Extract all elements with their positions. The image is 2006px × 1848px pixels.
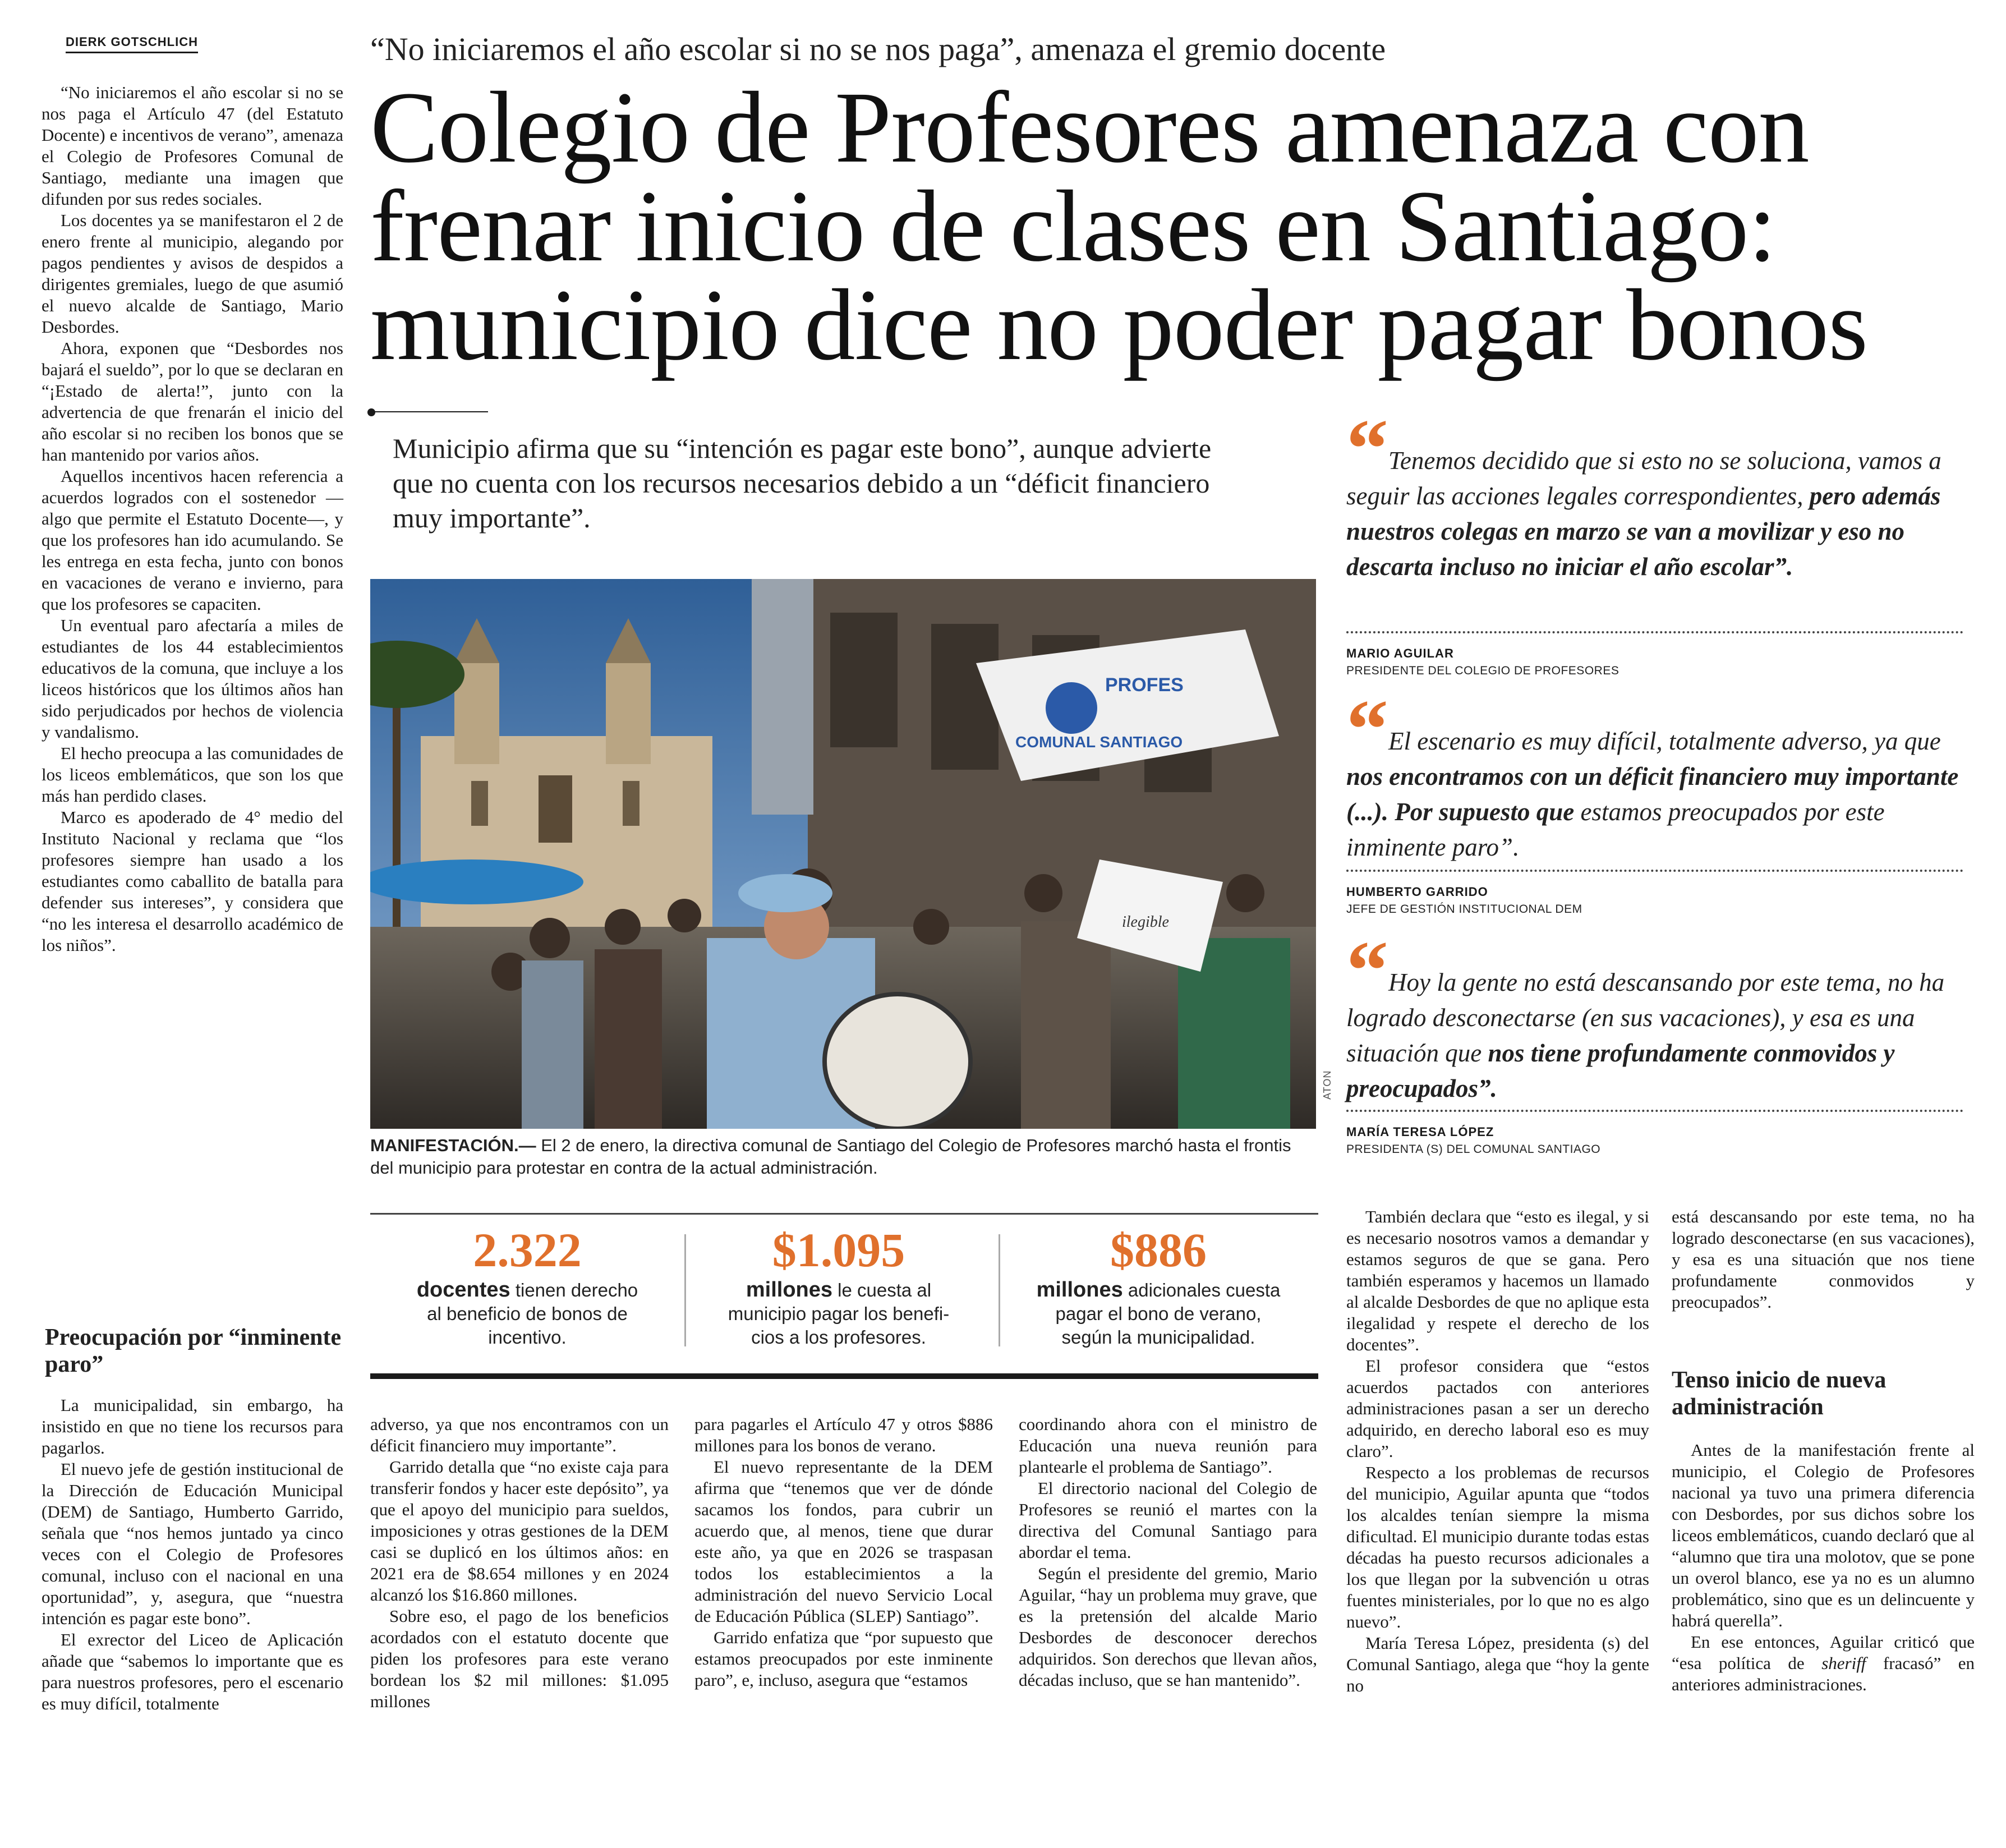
flag-text: PROFES [1105,674,1184,696]
paragraph-text: En ese entonces, Aguilar criticó que “esa política de [1672,1632,1975,1673]
stat-bold: docentes [416,1278,510,1302]
paragraph: El nuevo representante de la DEM afirma que “tenemos que ver de dónde sacamos los fondos, para cubrir un acuerdo que, al menos, tiene que durar este año, ya que en 2026 se traspasan todos los establecimientos a la administración del nuevo Servicio Local de Educación Pública (SLEP) Santiago”. [694,1457,993,1626]
headline-line-2: frenar inicio de clases en Santiago: [370,170,1776,283]
paragraph-text: fracasó” en anteriores administraciones. [1672,1653,1975,1694]
column-5 [1346,1206,1649,1697]
quote-mark-icon: “ [1346,924,1381,1017]
column-3 [694,1414,993,1691]
quote-bold: nos encontramos con un déficit financiero muy importante (...). Por supuesto que [1346,762,1959,826]
stat-value: 2.322 [473,1223,582,1277]
paragraph: El hecho preocupa a las comunidades de los liceos emblemáticos, que son los que más han perdido clases. [42,743,343,806]
photo-caption [370,1134,1318,1179]
stat-divider [999,1234,1000,1346]
caption-text: El 2 de enero, la directiva comunal de Santiago del Colegio de Profesores marchó hasta el frontis del municipio para protestar en contra de la actual administración. [370,1136,1291,1178]
stat-line: incentivo. [488,1327,567,1348]
headline-line-3: municipio dice no poder pagar bonos [370,269,1868,381]
paragraph: está descansando por este tema, no ha logrado desconectarse (en sus vacaciones), y esa es una situación que nos tiene profundamente conmovidos y preocupados”. [1672,1207,1975,1312]
stat-line: según la municipalidad. [1061,1327,1255,1348]
quote-text: El escenario es muy difícil, totalmente adverso, ya que [1388,727,1941,755]
quote-aguilar [1346,402,1963,585]
paragraph: Marco es apoderado de 4° medio del Instituto Nacional y reclama que “los profesores siempre han usado a los estudiantes como caballito de batalla para defender sus intereses”, y considera que “no les interesa el desarrollo académico de los niños”. [42,807,343,955]
subhead-inminente-paro: Preocupación por “inminente paro” [45,1325,342,1377]
stat-line: cios a los profesores. [751,1327,926,1348]
stat-bold: millones [746,1278,833,1302]
quote-text: estamos preocupados por este inminente paro [1346,798,1885,861]
paragraph: María Teresa López, presidenta (s) del Comunal Santiago, alega que “hoy la gente no [1346,1633,1649,1695]
stat-divider [684,1234,686,1346]
paragraph: El directorio nacional del Colegio de Profesores se reunió el martes con la directiva del Comunal Santiago para abordar el tema. [1019,1478,1317,1562]
quote-garrido [1346,683,1963,865]
deck: Municipio afirma que su “intención es pagar este bono”, aunque advierte que no cuenta con los recursos necesarios debido a un “déficit financiero muy importante”. [393,433,1212,534]
deck-bullet-icon [367,408,375,416]
subhead-tenso-inicio: Tenso inicio de nueva administración [1672,1367,1887,1420]
quote-author-role: JEFE DE GESTIÓN INSTITUCIONAL DEM [1346,903,1582,916]
byline: DIERK GOTSCHLICH [66,35,198,53]
photo-credit: ATON [1322,1070,1333,1100]
stat-line: tienen derecho [510,1280,638,1300]
column-left-continued [42,1395,343,1714]
quote-author-name: MARÍA TERESA LÓPEZ [1346,1125,1494,1139]
quote-lopez [1346,924,1963,1106]
kicker: “No iniciaremos el año escolar si no se nos paga”, amenaza el gremio docente [370,31,1386,67]
protest-sign: ilegible [1122,913,1169,931]
stat-bold: millones [1036,1278,1123,1302]
quote-rule [1346,870,1963,872]
caption-label: MANIFESTACIÓN.— [370,1136,536,1155]
quote-end: ”. [1499,833,1520,861]
paragraph: coordinando ahora con el ministro de Educación una nueva reunión para plantearle el problema de Santiago”. [1019,1414,1317,1477]
stat-line: adicionales cuesta [1122,1280,1281,1300]
quote-text: Hoy la gente no está descansando por este tema, no ha logrado desconectarse (en sus vacaciones), y esa es una situación que [1346,968,1945,1067]
paragraph: Ahora, exponen que “Desbordes nos bajará el sueldo”, por lo que se declaran en “¡Estado de alerta!”, junto con la advertencia de que frenarán el inicio del año escolar si no reciben los bonos que se han mantenido por varios años. [42,338,343,465]
quote-author-name: MARIO AGUILAR [1346,646,1454,660]
paragraph: Aquellos incentivos hacen referencia a acuerdos logrados con el sostenedor —algo que permite el Estatuto Docente—, y que los profesores han ido acumulando. Se les entrega en esta fecha, junto con bonos en vacaciones de verano e invierno, para que los profesores se capaciten. [42,466,343,614]
protest-photo [370,579,1316,1129]
paragraph: “No iniciaremos el año escolar si no se nos paga el Artículo 47 (del Estatuto Docente) e incentivos de verano”, amenaza el Colegio de Profesores Comunal de Santiago, mediante una imagen que difunden por sus redes sociales. [42,82,343,209]
stats-bottom-rule [370,1373,1318,1379]
column-6-continued [1672,1440,1975,1695]
paragraph: Garrido enfatiza que “por supuesto que estamos preocupados por este inminente paro”, e, incluso, asegura que “estamos [694,1628,993,1690]
paragraph-italic: sheriff [1821,1653,1866,1673]
paragraph [1672,1631,1975,1695]
stat-docentes [379,1222,676,1349]
paragraph: El profesor considera que “estos acuerdos pactados con anteriores administraciones pasan a ser un derecho adquirido, en derecho laboral eso es muy claro”. [1346,1356,1649,1461]
paragraph: para pagarles el Artículo 47 y otros $886 millones para los bonos de verano. [694,1414,993,1455]
stat-line: municipio pagar los benefi- [728,1303,950,1324]
column-left [42,82,343,956]
quote-author-role: PRESIDENTE DEL COLEGIO DE PROFESORES [1346,664,1619,677]
paragraph: Garrido detalla que “no existe caja para transferir fondos y hacer este depósito”, ya que el apoyo del municipio para sueldos, imposiciones y otras gestiones de la DEM casi se duplicó en los últimos años: en 2021 era de $8.654 millones y en 2024 alcanzó los $16.860 millones. [370,1457,669,1605]
paragraph: Un eventual paro afectaría a miles de estudiantes de los 44 establecimientos educativos de la comuna, que incluye a los liceos históricos que los últimos años han sido perjudicados por hechos de violencia y vandalismo. [42,615,343,742]
paragraph: Los docentes ya se manifestaron el 2 de enero frente al municipio, alegando por pagos pendientes y avisos de despidos a dirigentes gremiales, luego de que asumió el nuevo alcalde de Santiago, Mario Desbordes. [42,210,343,337]
quote-mark-icon: “ [1346,402,1381,495]
paragraph: adverso, ya que nos encontramos con un déficit financiero muy importante”. [370,1414,669,1455]
quote-bold: pero además nuestros colegas en marzo se van a movilizar y eso no descarta incluso no iniciar el año escolar [1346,482,1941,581]
stat-line: al beneficio de bonos de [427,1303,628,1324]
column-4 [1019,1414,1317,1691]
paragraph: También declara que “esto es ilegal, y si es necesario nosotros vamos a demandar y estamos seguros de que se gana. Pero también esperamos y hacemos un llamado al alcalde Desbordes de que no aplique esta ilegalidad y respete el derecho de los docentes”. [1346,1207,1649,1354]
headline [370,71,1975,381]
svg-text:COMUNAL SANTIAGO: COMUNAL SANTIAGO [1015,733,1183,751]
protest-photo-illustration [370,579,1316,1129]
stat-value: $886 [1110,1223,1207,1277]
quote-end: ”. [1774,553,1793,581]
column-2 [370,1414,669,1712]
paragraph: Según el presidente del gremio, Mario Aguilar, “hay un problema muy grave, que es la pretensión del alcalde Mario Desbordes de desconocer derechos adquiridos. Son derechos que llevan años, décadas incluso, que se han mantenido”. [1019,1564,1317,1690]
stat-line: le cuesta al [832,1280,932,1300]
quote-author-name: HUMBERTO GARRIDO [1346,885,1488,899]
stat-bono-verano [1010,1222,1307,1349]
column-6 [1672,1206,1975,1313]
stats-top-rule [370,1213,1318,1215]
paragraph: Antes de la manifestación frente al municipio, el Colegio de Profesores nacional ya tuvo una primera diferencia con Desbordes, por sus dichos sobre los liceos emblemáticos, cuando declaró que al “alumno que tira una molotov, que se pone un overol blanco, ese ya no es un alumno problemático, sino que es un delincuente y habrá querella”. [1672,1440,1975,1630]
paragraph: La municipalidad, sin embargo, ha insistido en que no tiene los recursos para pagarlos. [42,1395,343,1458]
quote-author-role: PRESIDENTA (S) DEL COMUNAL SANTIAGO [1346,1143,1601,1156]
paragraph: Sobre eso, el pago de los beneficios acordados con el estatuto docente que piden los profesores para este verano bordean los $2 mil millones: $1.095 millones [370,1606,669,1711]
stat-line: pagar el bono de verano, [1055,1303,1262,1324]
paragraph: El exrector del Liceo de Aplicación añade que “sabemos lo importante que es para nuestros profesores, pero el escenario es muy difícil, totalmente [42,1630,343,1713]
quote-end: ”. [1478,1074,1497,1102]
quote-bold: nos tiene profundamente conmovidos y preocupados [1346,1039,1895,1102]
quote-text: Tenemos decidido que si esto no se soluciona, vamos a seguir las acciones legales correspondientes, [1346,447,1941,510]
deck-rule [370,411,488,412]
paragraph: Respecto a los problemas de recursos del municipio, Aguilar apunta que “todos los alcaldes tenían siempre la misma dificultad. El municipio durante todas estas décadas ha puesto recursos adicionales a los que llegan por la subvención u otras fuentes ministeriales, por lo que no es algo nuevo”. [1346,1463,1649,1631]
stat-costo-municipio [690,1222,987,1349]
quote-mark-icon: “ [1346,683,1381,776]
headline-line-1: Colegio de Profesores amenaza con [370,71,1809,184]
stat-value: $1.095 [772,1223,905,1277]
paragraph: El nuevo jefe de gestión institucional de la Dirección de Educación Municipal (DEM) de Santiago, Humberto Garrido, señala que “nos hemos juntado ya cinco veces con el Colegio de Profesores comunal, incluso con el nacional en una oportunidad”, y, asegura, que “nuestra intención es pagar este bono”. [42,1459,343,1628]
quote-rule [1346,631,1963,633]
quote-rule [1346,1110,1963,1112]
